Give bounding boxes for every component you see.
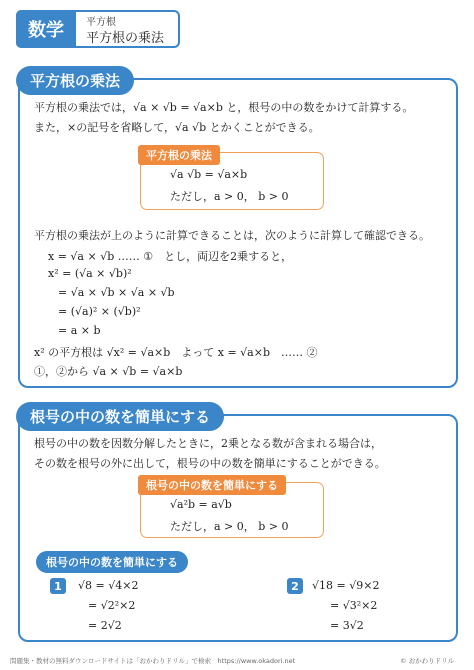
section1-rule-formula: √a √b = √a×b (170, 168, 248, 181)
footer-text: 問題集・教材の無料ダウンロードサイトは「おかわりドリル」で検索 https://www.okadori.net (10, 657, 296, 665)
section1-rule-condition: ただし，a > 0， b > 0 (170, 190, 289, 203)
example2-line3: = 3√2 (330, 619, 364, 632)
section1-step2: x² = (√a × √b)² (48, 267, 132, 280)
section2-intro-line2: その数を根号の外に出して，根号の中の数を簡単にすることができる。 (34, 457, 386, 470)
section1-step7: ①，②から √a × √b = √a×b (34, 365, 183, 378)
section1-step1: x = √a × √b …… ① とし，両辺を2乗すると， (48, 250, 293, 263)
section2-rule-title: 根号の中の数を簡単にする (138, 475, 286, 495)
section2-intro-line1: 根号の中の数を因数分解したときに，2乗となる数が含まれる場合は， (34, 437, 382, 450)
section1-intro-line2: また，×の記号を省略して，√a √b とかくことができる。 (34, 121, 320, 134)
category-label: 平方根 (86, 17, 116, 28)
section1-rule-title: 平方根の乗法 (138, 145, 220, 165)
example1-badge: 1 (50, 578, 66, 594)
example1-line2: = √2²×2 (88, 599, 136, 612)
example1-line3: = 2√2 (88, 619, 122, 632)
section1-step4: = (√a)² × (√b)² (58, 305, 141, 318)
examples-title: 根号の中の数を簡単にする (36, 551, 188, 573)
section2-rule-condition: ただし，a > 0， b > 0 (170, 520, 289, 533)
subject-label: 数学 (16, 10, 76, 48)
topic-title: 平方根の乗法 (86, 31, 165, 46)
section1-intro-line1: 平方根の乗法では，√a × √b = √a×b と，根号の中の数をかけて計算する。 (34, 101, 414, 114)
section1-confirm-line: 平方根の乗法が上のように計算できることは，次のように計算して確認できる。 (34, 229, 430, 242)
example1-line1: √8 = √4×2 (78, 579, 139, 592)
example2-line1: √18 = √9×2 (312, 579, 380, 592)
section1-title: 平方根の乗法 (16, 66, 134, 95)
example2-line2: = √3²×2 (330, 599, 378, 612)
section1-step5: = a × b (58, 324, 101, 337)
section2-title: 根号の中の数を簡単にする (16, 402, 224, 431)
section2-rule-formula: √a²b = a√b (170, 498, 232, 511)
footer-copyright: © おかわりドリル (400, 657, 455, 665)
section1-step3: = √a × √b × √a × √b (58, 286, 175, 299)
section1-step6: x² の平方根は √x² = √a×b よって x = √a×b …… ② (34, 346, 318, 359)
example2-badge: 2 (287, 578, 303, 594)
